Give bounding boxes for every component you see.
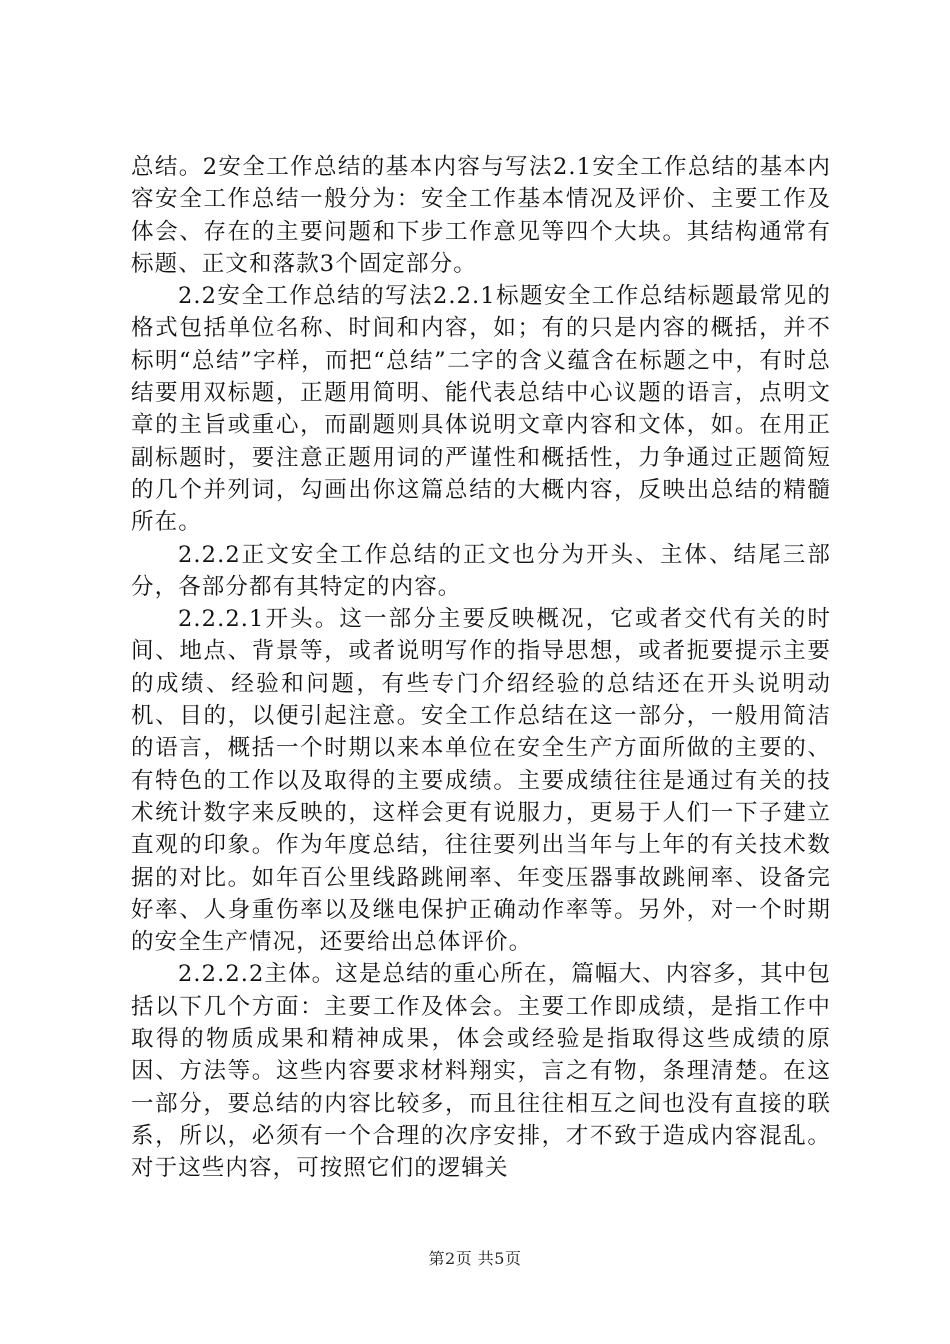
paragraph-2: 2.2安全工作总结的写法2.2.1标题安全工作总结标题最常见的格式包括单位名称、时间和内容，如；有的只是内容的概括，并不标明“总结”字样，而把“总结”二字的含义蕴含在标题之中，有时总结要用双标题，正题用简明、能代表总结中心议题的语言，点明文章的主旨或重心，而副题则具体说明文章内容和文体，如。在用正副标题时，要注意正题用词的严谨性和概括性，力争通过正题简短的几个并列词，勾画出你这篇总结的大概内容，反映出总结的精髓所在。 bbox=[131, 283, 831, 536]
page-footer: 第2页 共5页 bbox=[428, 1249, 522, 1268]
paragraph-5: 2.2.2.2主体。这是总结的重心所在，篇幅大、内容多，其中包括以下几个方面：主要工作及体会。主要工作即成绩，是指工作中取得的物质成果和精神成果，体会或经验是指取得这些成绩的原因、方法等。这些内容要求材料翔实，言之有物，条理清楚。在这一部分，要总结的内容比较多，而且往往相互之间也没有直接的联系，所以，必须有一个合理的次序安排，才不致于造成内容混乱。对于这些内容，可按照它们的逻辑关 bbox=[131, 961, 831, 1182]
document-body bbox=[131, 151, 831, 1185]
paragraph-3: 2.2.2正文安全工作总结的正文也分为开头、主体、结尾三部分，各部分都有其特定的内容。 bbox=[131, 541, 831, 600]
paragraph-1: 总结。2安全工作总结的基本内容与写法2.1安全工作总结的基本内容安全工作总结一般分为：安全工作基本情况及评价、主要工作及体会、存在的主要问题和下步工作意见等四个大块。其结构通常有标题、正文和落款3个固定部分。 bbox=[131, 154, 831, 277]
paragraph-4: 2.2.2.1开头。这一部分主要反映概况，它或者交代有关的时间、地点、背景等，或者说明写作的指导思想，或者扼要提示主要的成绩、经验和问题，有些专门介绍经验的总结还在开头说明动机、目的，以便引起注意。安全工作总结在这一部分，一般用简洁的语言，概括一个时期以来本单位在安全生产方面所做的主要的、有特色的工作以及取得的主要成绩。主要成绩往往是通过有关的技术统计数字来反映的，这样会更有说服力，更易于人们一下子建立直观的印象。作为年度总结，往往要列出当年与上年的有关技术数据的对比。如年百公里线路跳闸率、年变压器事故跳闸率、设备完好率、人身重伤率以及继电保护正确动作率等。另外，对一个时期的安全生产情况，还要给出总体评价。 bbox=[131, 606, 831, 956]
